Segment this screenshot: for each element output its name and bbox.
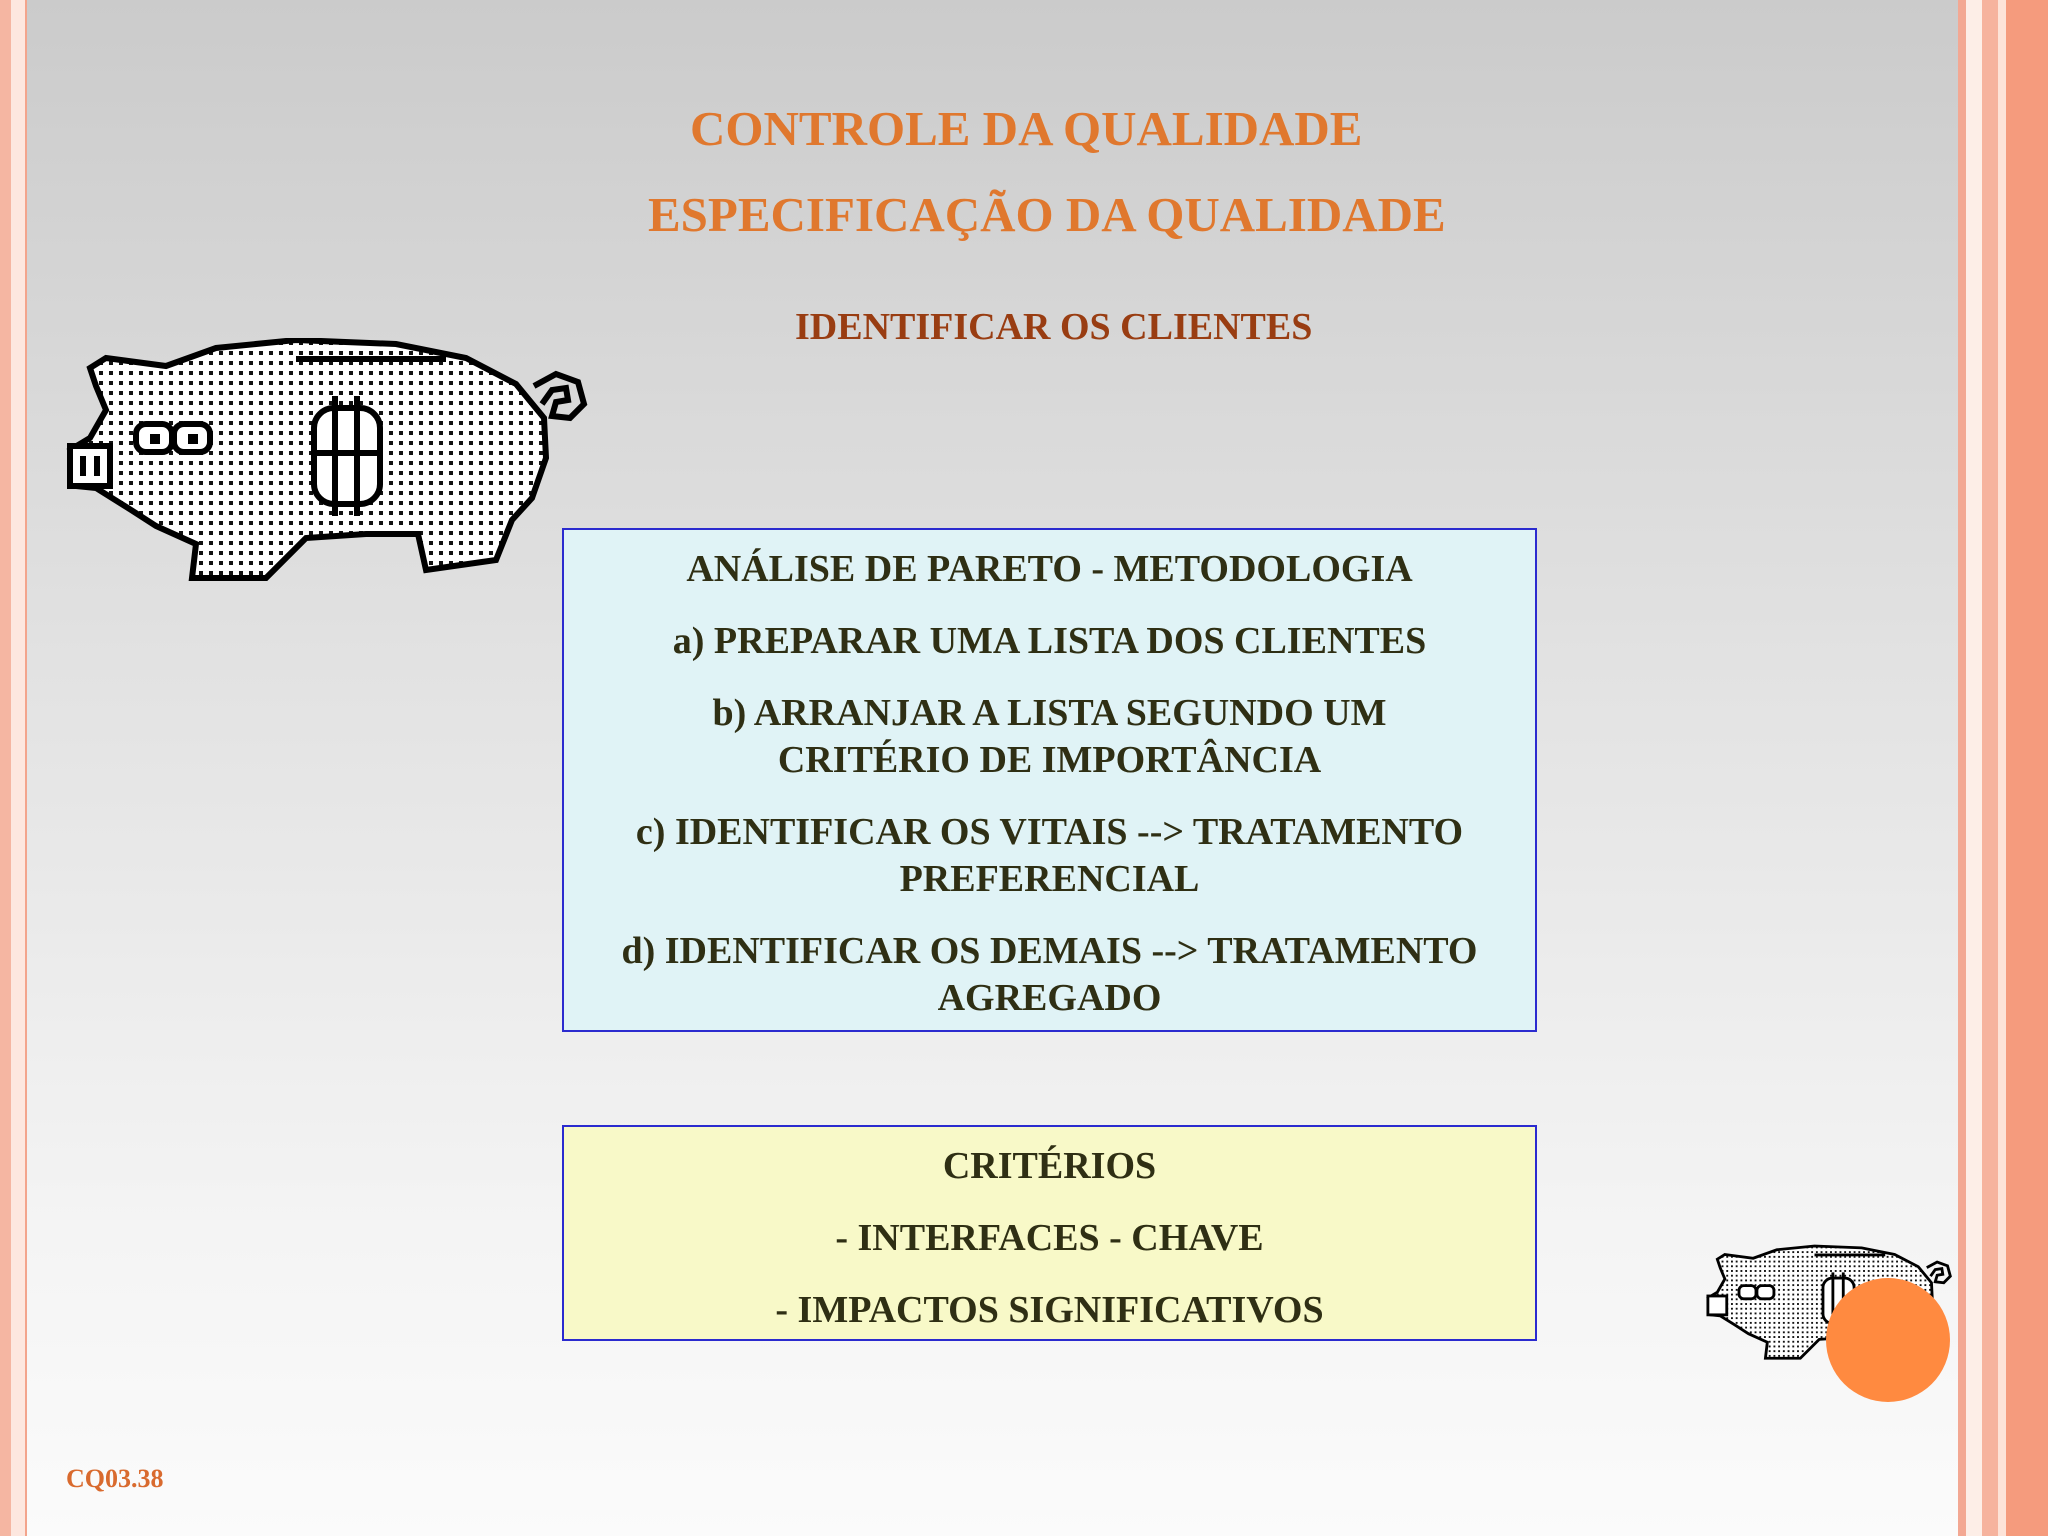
criteria-box (562, 1125, 1537, 1341)
pareto-step-a: a) PREPARAR UMA LISTA DOS CLIENTES (672, 620, 1427, 662)
right-border-band (1958, 0, 1966, 1536)
piggy-bank-icon (66, 338, 596, 593)
slide-title-line2: ESPECIFICAÇÃO DA QUALIDADE (648, 187, 1446, 242)
pareto-step-c-line1: c) IDENTIFICAR OS VITAIS --> TRATAMENTO (635, 811, 1464, 853)
left-border-band (0, 0, 11, 1536)
pareto-methodology-box (562, 528, 1537, 1032)
pareto-step-c-line2: PREFERENCIAL (899, 858, 1200, 900)
pareto-step-d-line1: d) IDENTIFICAR OS DEMAIS --> TRATAMENTO (621, 930, 1478, 972)
criteria-heading: CRITÉRIOS (942, 1145, 1157, 1187)
slide-code: CQ03.38 (66, 1464, 164, 1493)
right-border-band (1998, 0, 2006, 1536)
pareto-step-b (564, 690, 1535, 784)
right-border-band (2006, 0, 2048, 1536)
right-border-band (1982, 0, 1998, 1536)
slide-subtitle: IDENTIFICAR OS CLIENTES (795, 306, 1313, 348)
pareto-heading: ANÁLISE DE PARETO - METODOLOGIA (686, 548, 1413, 590)
pareto-step-b-line1: b) ARRANJAR A LISTA SEGUNDO UM (712, 692, 1387, 734)
slide-title: CONTROLE DA QUALIDADE (690, 101, 1363, 156)
pareto-step-c (564, 809, 1535, 903)
orange-circle-decoration (1826, 1278, 1950, 1402)
pareto-step-d (564, 928, 1535, 1022)
pareto-step-b-line2: CRITÉRIO DE IMPORTÂNCIA (777, 739, 1322, 781)
criteria-item: - INTERFACES - CHAVE (835, 1217, 1264, 1259)
left-border-band (11, 0, 25, 1536)
criteria-item: - IMPACTOS SIGNIFICATIVOS (775, 1289, 1324, 1331)
left-border-line (25, 0, 27, 1536)
pareto-step-d-line2: AGREGADO (937, 977, 1162, 1019)
right-border-band (1966, 0, 1982, 1536)
